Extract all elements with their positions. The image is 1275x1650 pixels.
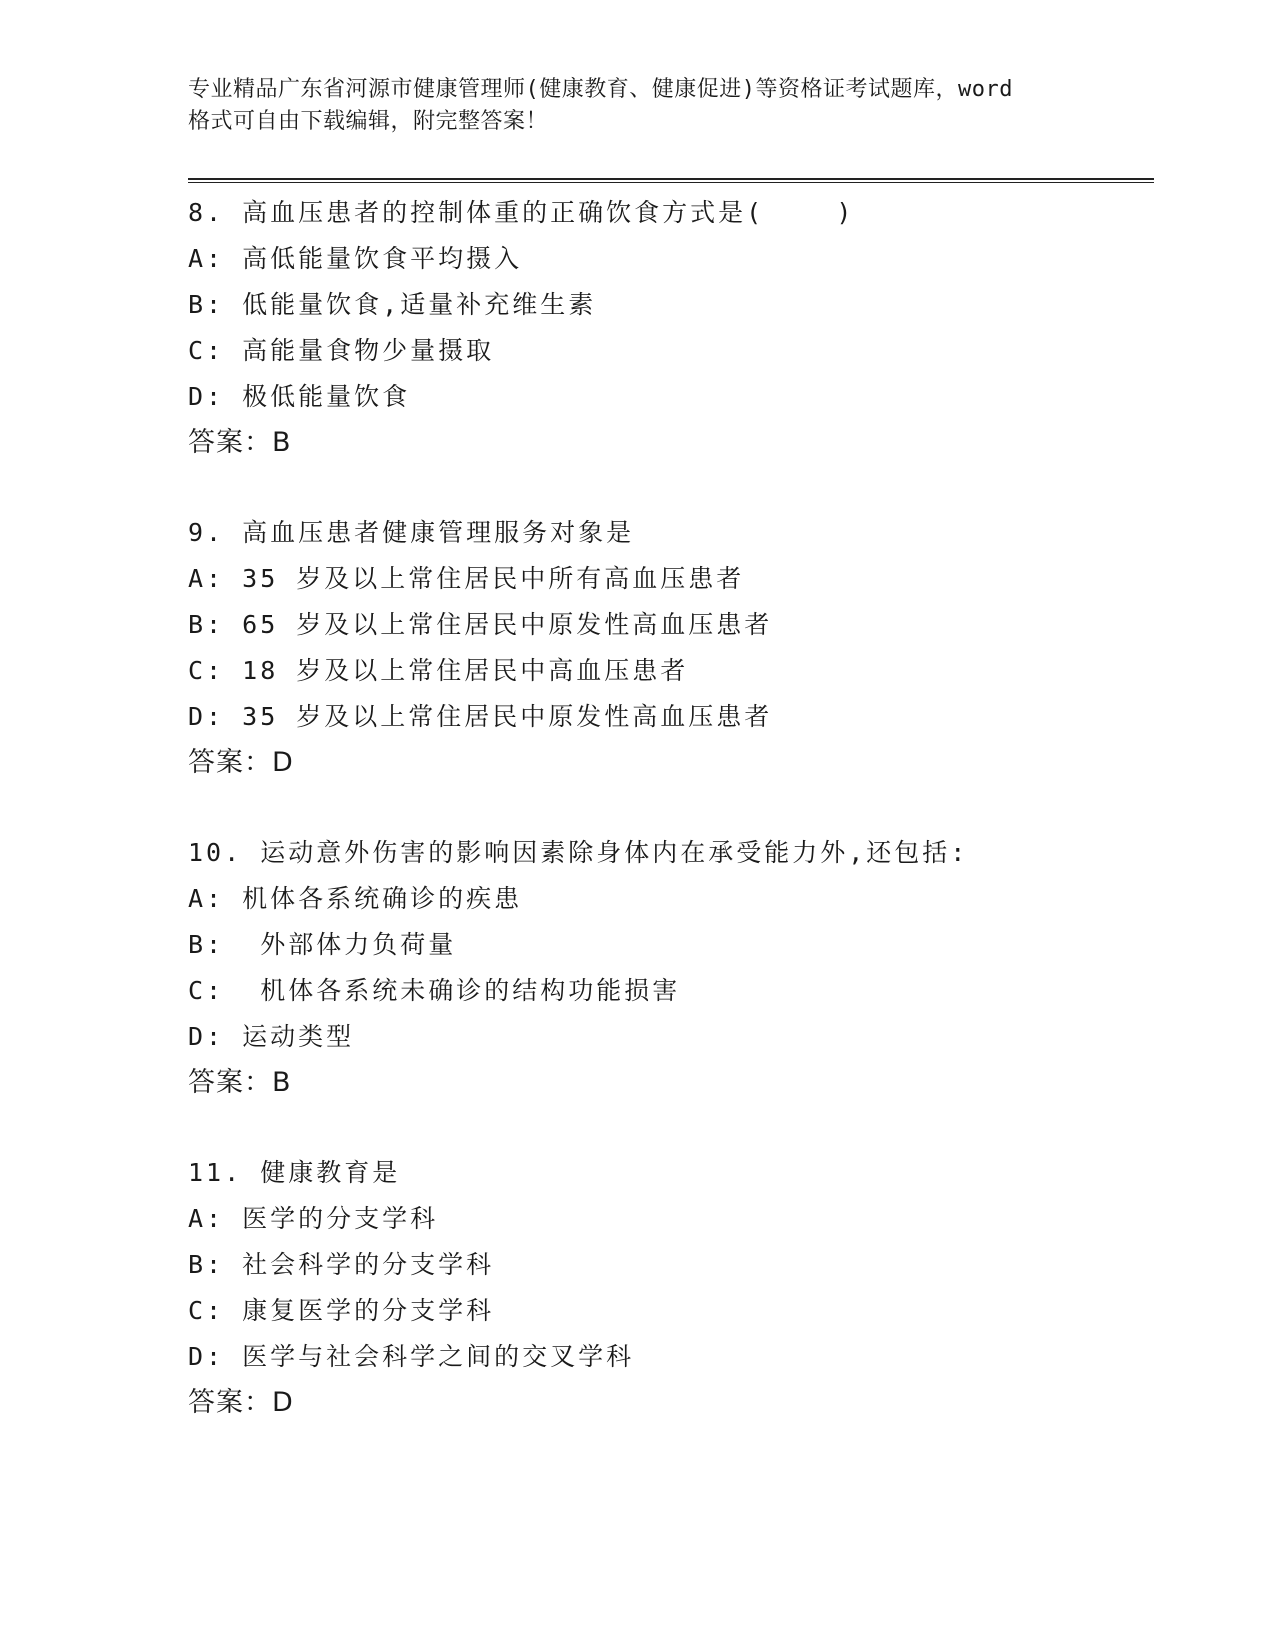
option-a: A: 高低能量饮食平均摄入 [188, 244, 523, 273]
option-b: B: 外部体力负荷量 [188, 930, 457, 959]
answer-line: 答案：D [188, 1387, 294, 1418]
header-divider-thin [188, 182, 1154, 183]
option-c: C: 18 岁及以上常住居民中高血压患者 [188, 656, 689, 685]
option-a: A: 机体各系统确诊的疾患 [188, 884, 523, 913]
question-11 [188, 1150, 1148, 1426]
question-stem: 9. 高血压患者健康管理服务对象是 [188, 518, 635, 547]
question-list [188, 190, 1148, 1470]
option-b: B: 低能量饮食,适量补充维生素 [188, 290, 597, 319]
option-a: A: 医学的分支学科 [188, 1204, 439, 1233]
header-line-2: 格式可自由下载编辑，附完整答案！ [188, 109, 549, 134]
header-line-1: 专业精品广东省河源市健康管理师(健康教育、健康促进)等资格证考试题库，word [188, 77, 1013, 102]
question-stem: 11. 健康教育是 [188, 1158, 401, 1187]
document-header [188, 74, 1088, 138]
answer-line: 答案：B [188, 1067, 292, 1098]
option-a: A: 35 岁及以上常住居民中所有高血压患者 [188, 564, 745, 593]
question-8 [188, 190, 1148, 466]
option-d: D: 运动类型 [188, 1022, 355, 1051]
option-d: D: 35 岁及以上常住居民中原发性高血压患者 [188, 702, 773, 731]
option-c: C: 机体各系统未确诊的结构功能损害 [188, 976, 681, 1005]
option-d: D: 极低能量饮食 [188, 382, 411, 411]
answer-line: 答案：B [188, 427, 292, 458]
question-stem: 8. 高血压患者的控制体重的正确饮食方式是( ) [188, 198, 855, 227]
answer-line: 答案：D [188, 747, 294, 778]
option-c: C: 康复医学的分支学科 [188, 1296, 495, 1325]
option-d: D: 医学与社会科学之间的交叉学科 [188, 1342, 635, 1371]
option-b: B: 65 岁及以上常住居民中原发性高血压患者 [188, 610, 773, 639]
question-stem: 10. 运动意外伤害的影响因素除身体内在承受能力外,还包括: [188, 838, 969, 867]
option-c: C: 高能量食物少量摄取 [188, 336, 495, 365]
question-9 [188, 510, 1148, 786]
question-10 [188, 830, 1148, 1106]
header-divider-thick [188, 178, 1154, 180]
option-b: B: 社会科学的分支学科 [188, 1250, 495, 1279]
